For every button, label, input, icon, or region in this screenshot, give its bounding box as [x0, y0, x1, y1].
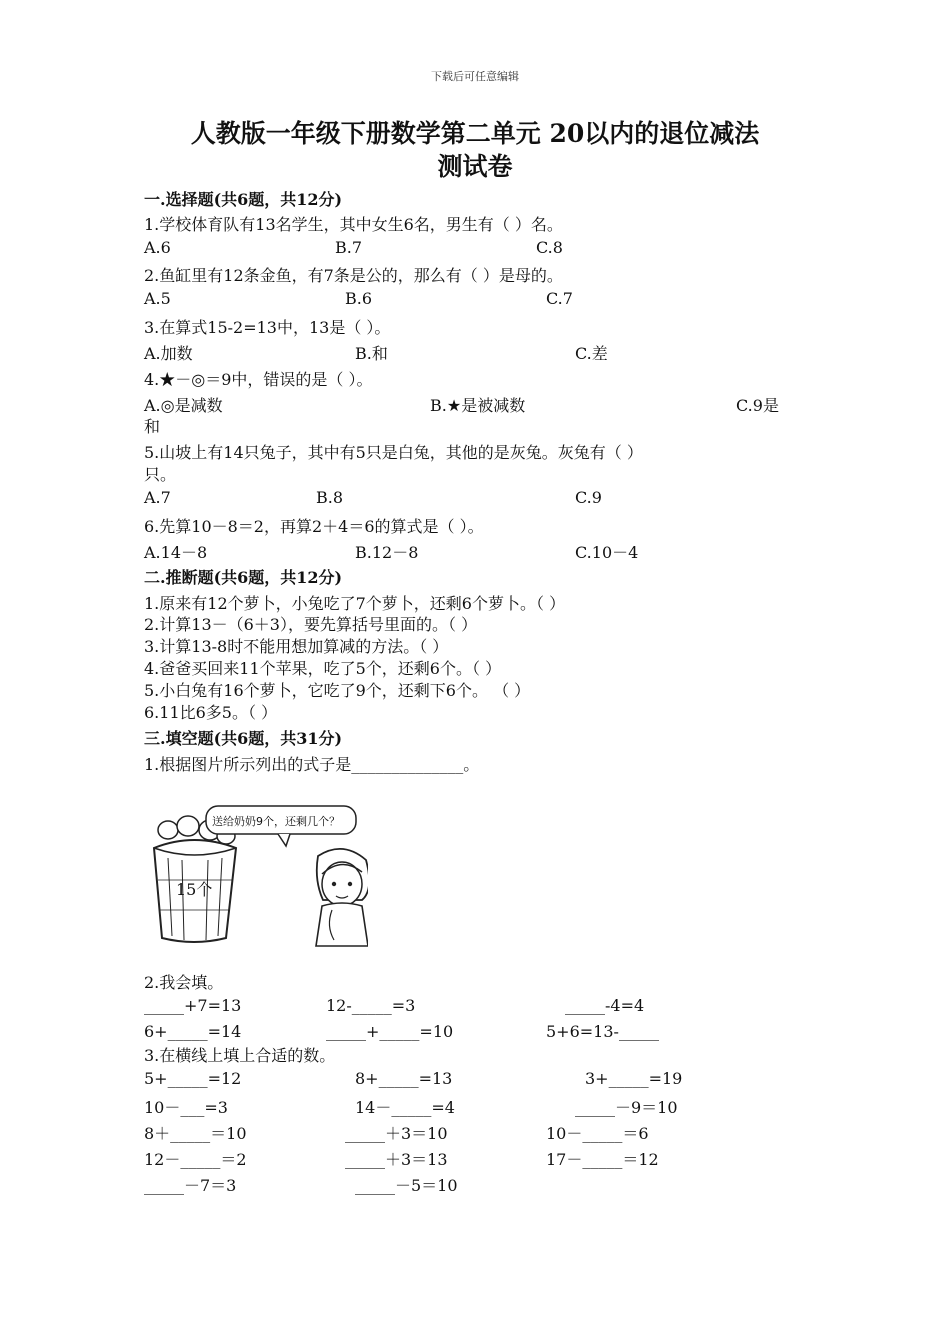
fill-item: 12－_____＝2 [144, 1150, 247, 1169]
basket-label: 15个 [176, 880, 213, 899]
option-b: B.12－8 [355, 543, 419, 562]
question-stem: 2.鱼缸里有12条金鱼，有7条是公的，那么有（ ）是母的。 [144, 266, 563, 285]
option-a: A.◎是减数 [144, 396, 223, 415]
option-a: A.14－8 [144, 543, 208, 562]
fill-item: _____－9＝10 [575, 1098, 678, 1117]
apple-basket-illustration [148, 800, 368, 948]
option-c: C.9是 [736, 396, 779, 415]
option-b: B.和 [355, 344, 388, 363]
option-b: B.8 [316, 488, 344, 507]
option-b: B.★是被减数 [430, 396, 526, 415]
section-heading-fill: 三.填空题(共6题，共31分) [144, 729, 343, 748]
section-heading-judge: 二.推断题(共6题，共12分) [144, 568, 343, 587]
question-stem: 1.学校体育队有13名学生，其中女生6名，男生有（ ）名。 [144, 215, 563, 234]
option-a: A.加数 [144, 344, 193, 363]
option-a: A.5 [144, 289, 171, 308]
question-stem: 4.★－◎＝9中，错误的是（ ）。 [144, 370, 373, 389]
page-header: 下载后可任意编辑 [431, 70, 519, 83]
option-a: A.7 [144, 488, 171, 507]
option-c: C.10－4 [575, 543, 639, 562]
fill-item: 12-_____=3 [326, 996, 416, 1015]
fill-item: 14－_____=4 [355, 1098, 455, 1117]
option-b: B.6 [345, 289, 373, 308]
judge-item: 1.原来有12个萝卜，小兔吃了7个萝卜，还剩6个萝卜。（ ） [144, 594, 566, 613]
fill-item: 8＋_____＝10 [144, 1124, 247, 1143]
fill-item: _____-4=4 [565, 996, 645, 1015]
judge-item: 3.计算13-8时不能用想加算减的方法。（ ） [144, 637, 449, 656]
option-c-wrap: 和 [144, 417, 161, 436]
fill-item: 10－___=3 [144, 1098, 228, 1117]
bubble-text: 送给奶奶9个，还剩几个？ [212, 815, 340, 828]
fill-item: 8+_____=13 [355, 1069, 453, 1088]
option-b: B.7 [335, 238, 363, 257]
judge-item: 6.11比6多5。（ ） [144, 703, 278, 722]
question-stem: 5.山坡上有14只兔子，其中有5只是白兔，其他的是灰兔。灰兔有（ ） [144, 443, 643, 462]
girl-icon [316, 849, 368, 946]
basket-icon [154, 816, 236, 942]
fill-item: 17－_____＝12 [546, 1150, 659, 1169]
judge-item: 4.爸爸买回来11个苹果，吃了5个，还剩6个。（ ） [144, 659, 502, 678]
fill-item: _____+_____=10 [326, 1022, 454, 1041]
question-stem: 1.根据图片所示列出的式子是______________。 [144, 755, 480, 774]
fill-item: 5+_____=12 [144, 1069, 242, 1088]
fill-item: 10－_____＝6 [546, 1124, 649, 1143]
fill-item: 3+_____=19 [585, 1069, 683, 1088]
option-c: C.9 [575, 488, 602, 507]
page-title-line2: 测试卷 [437, 152, 513, 181]
fill-item: _____－5＝10 [355, 1176, 458, 1195]
question-stem-wrap: 只。 [144, 465, 177, 484]
option-c: C.7 [546, 289, 573, 308]
page-title-line1: 人教版一年级下册数学第二单元 20以内的退位减法 [190, 119, 760, 148]
question-stem: 3.在算式15-2=13中，13是（ ）。 [144, 318, 391, 337]
judge-item: 2.计算13－（6＋3），要先算括号里面的。（ ） [144, 615, 478, 634]
section-heading-choice: 一.选择题(共6题，共12分) [144, 190, 343, 209]
fill-item: _____－7＝3 [144, 1176, 237, 1195]
question-stem: 3.在横线上填上合适的数。 [144, 1046, 336, 1065]
fill-item: _____+7=13 [144, 996, 242, 1015]
question-stem: 6.先算10－8＝2，再算2＋4＝6的算式是（ ）。 [144, 517, 484, 536]
fill-item: 5+6=13-_____ [546, 1022, 659, 1041]
question-stem: 2.我会填。 [144, 973, 224, 992]
fill-item: 6+_____=14 [144, 1022, 242, 1041]
judge-item: 5.小白兔有16个萝卜，它吃了9个，还剩下6个。 （ ） [144, 681, 531, 700]
option-a: A.6 [144, 238, 171, 257]
fill-item: _____＋3＝10 [345, 1124, 448, 1143]
option-c: C.差 [575, 344, 608, 363]
option-c: C.8 [536, 238, 563, 257]
fill-item: _____＋3＝13 [345, 1150, 448, 1169]
